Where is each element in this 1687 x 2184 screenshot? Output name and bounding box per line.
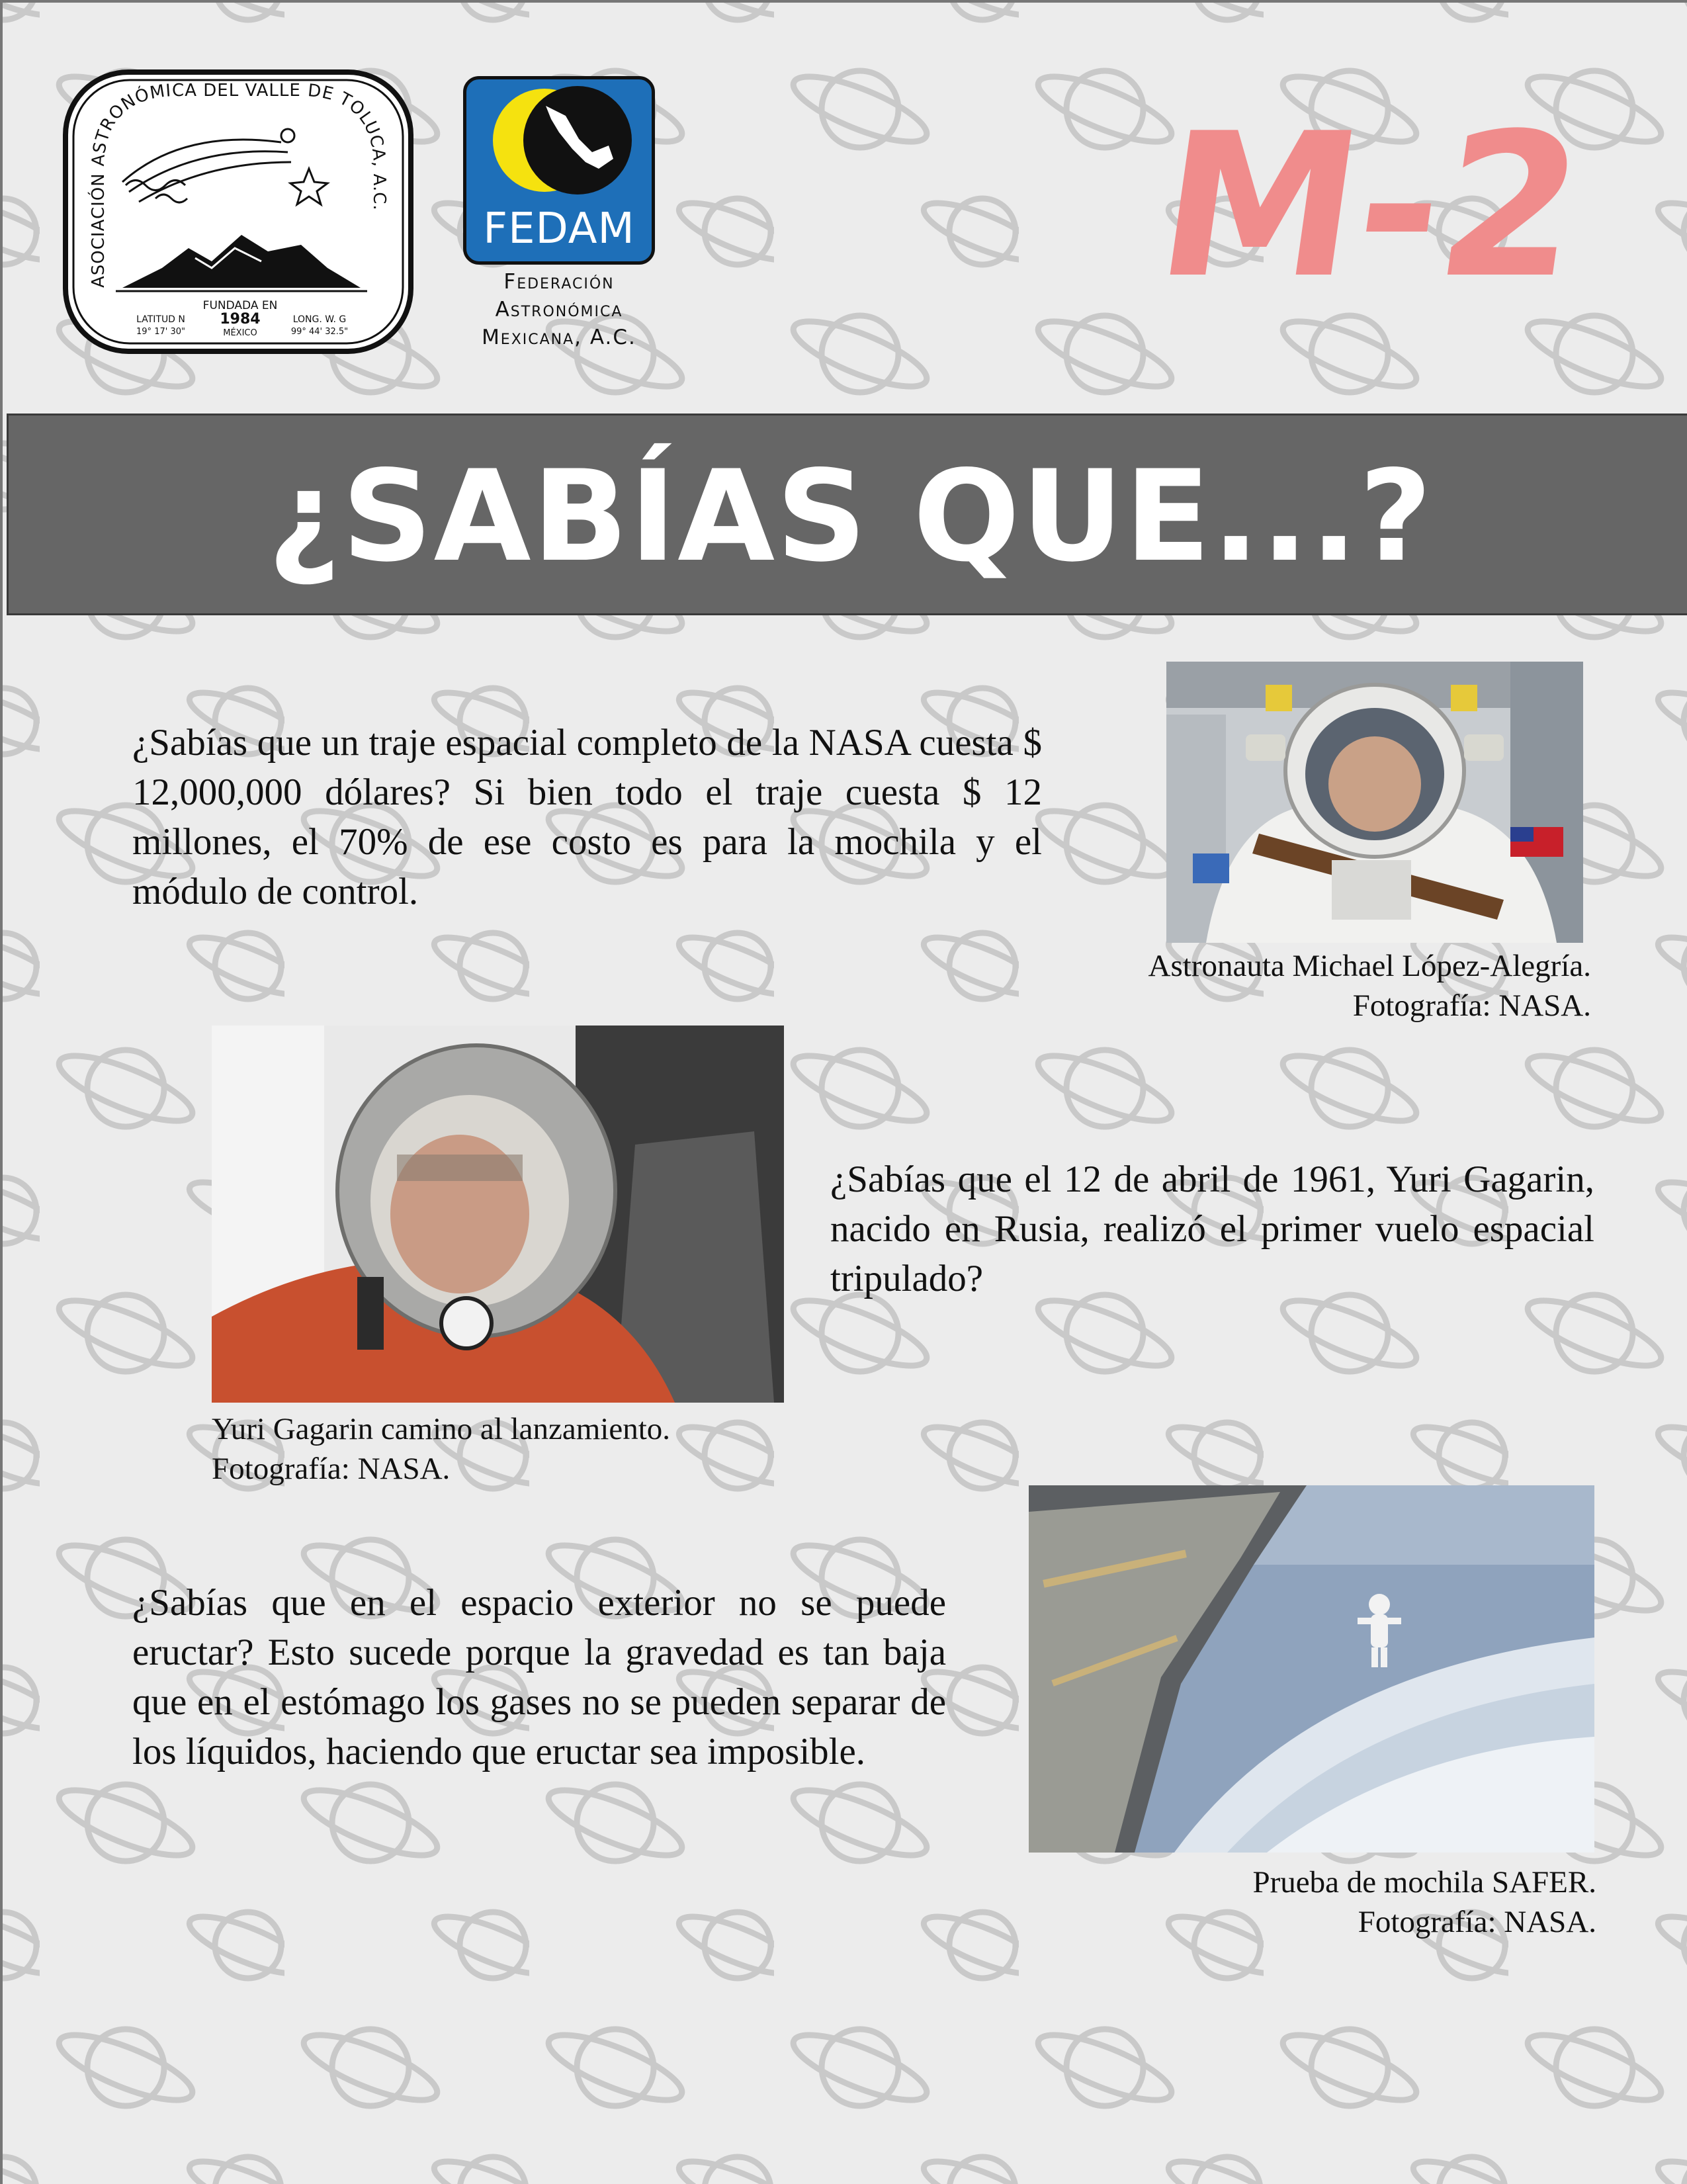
fedam-caption-line: Mexicana, A.C. [482, 326, 636, 349]
caption-line: Yuri Gagarin camino al lanzamiento. [212, 1412, 670, 1446]
banner-title: ¿SABÍAS QUE...? [267, 443, 1434, 590]
fedam-caption [450, 268, 668, 351]
fact-spacesuit-text: ¿Sabías que un traje espacial completo de la NASA cuesta $ 12,000,000 dólares? Si bien todo el traje cuesta $ 12 millones, el 70% de ese costo es para la mochila y el módulo de control. [132, 722, 1042, 912]
page-border-left [0, 0, 3, 2184]
caption-photo-astronaut [1148, 946, 1591, 1026]
aavt-ring-text: ASOCIACIÓN ASTRONÓMICA DEL VALLE DE TOLUCA, A.C. [88, 80, 390, 288]
issue-mark-text: M-2 [1154, 96, 1596, 308]
aavt-founded-year: 1984 [220, 311, 261, 328]
caption-line: Prueba de mochila SAFER. [1252, 1865, 1596, 1900]
photo-astronaut-lopez-alegria [1166, 662, 1583, 943]
aavt-lat-value: 19° 17' 30" [136, 327, 185, 337]
photo-yuri-gagarin [212, 1026, 784, 1403]
aavt-long-label: LONG. W. G [292, 314, 347, 325]
caption-line: Fotografía: NASA. [1352, 988, 1591, 1023]
fact-gagarin-text: ¿Sabías que el 12 de abril de 1961, Yuri Gagarin, nacido en Rusia, realizó el primer vuelo espacial tripulado? [830, 1158, 1594, 1299]
fedam-caption-line: Federación [503, 270, 615, 294]
fedam-name: FEDAM [483, 204, 635, 253]
caption-line: Fotografía: NASA. [212, 1452, 451, 1486]
fact-burp-text: ¿Sabías que en el espacio exterior no se puede eructar? Esto sucede porque la gravedad es tan baja que en el estómago los gases no se pueden separar de los líquidos, haciendo que eructar sea imposible. [132, 1582, 946, 1772]
caption-photo-gagarin [212, 1409, 670, 1489]
issue-mark [1154, 96, 1618, 308]
aavt-long-value: 99° 44' 32.5" [290, 327, 349, 337]
aavt-seal-logo [63, 69, 413, 354]
fedam-caption-line: Astronómica [495, 298, 623, 322]
caption-line: Fotografía: NASA. [1358, 1905, 1596, 1939]
fedam-logo [463, 76, 662, 354]
caption-line: Astronauta Michael López-Alegría. [1148, 949, 1591, 983]
fedam-emblem [463, 76, 655, 265]
title-banner [7, 414, 1687, 615]
caption-photo-safer [1252, 1862, 1596, 1942]
photo-safer-backpack [1029, 1485, 1594, 1853]
aavt-country: MÉXICO [223, 328, 257, 338]
aavt-founded-label: FUNDADA EN [202, 299, 278, 312]
aavt-lat-label: LATITUD N [136, 314, 185, 325]
page-border-top [0, 0, 1687, 3]
